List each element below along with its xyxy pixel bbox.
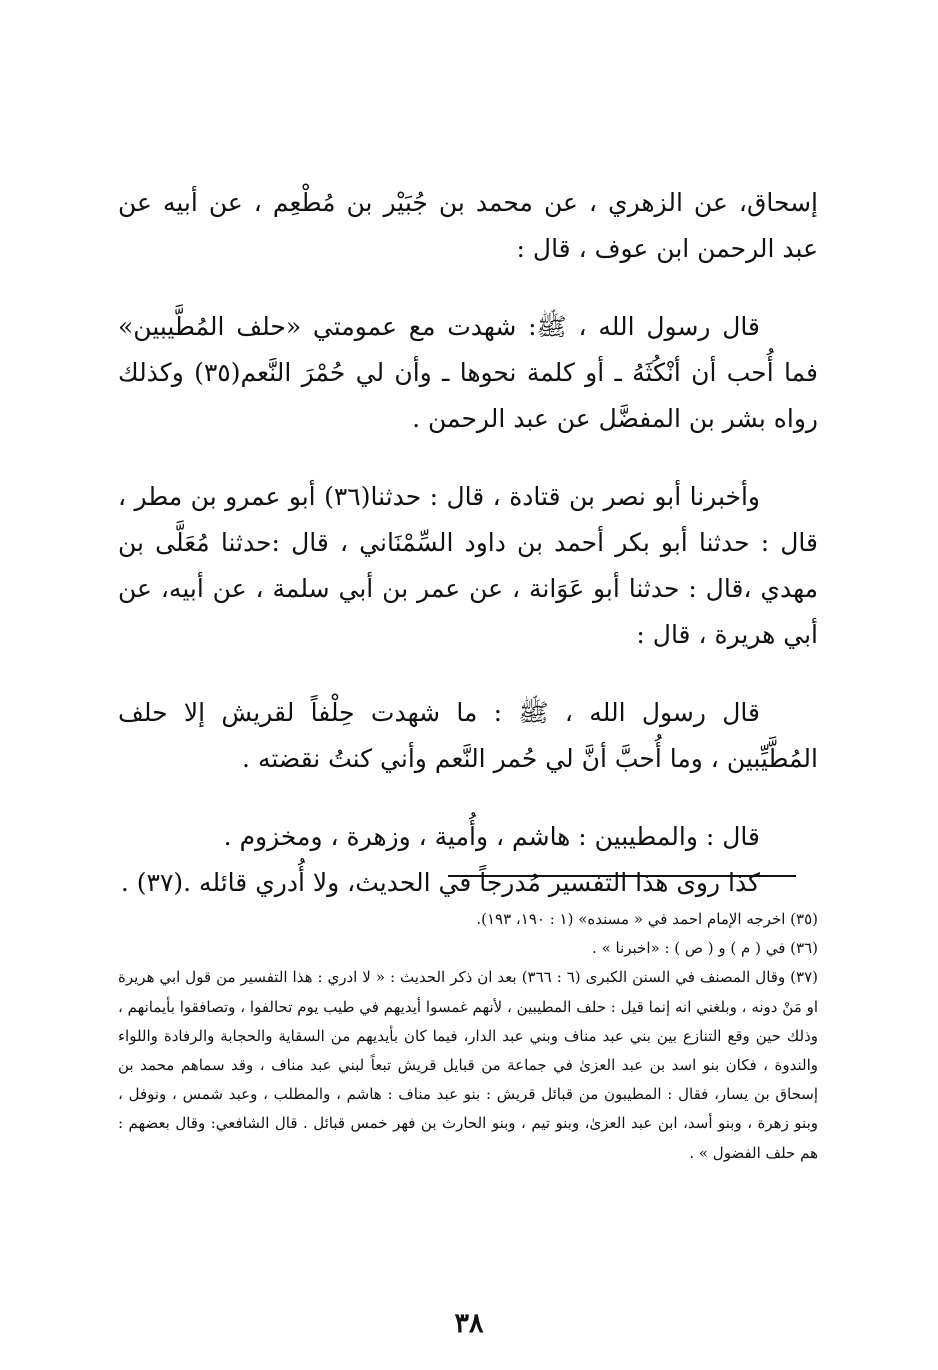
paragraph-isnad-2: وأخبرنا أبو نصر بن قتادة ، قال : حدثنا(٣٦) أبو عمرو بن مطر ، قال : حدثنا أبو بكر أحمد بن داود السِّمْنَاني ، قال :حدثنا مُعَلَّى بن مهدي ،قال : حدثنا أبو عَوَانة ، عن عمر بن أبي سلمة ، عن أبيه، عن أبي هريرة ، قال :: [118, 482, 818, 649]
main-text: [118, 180, 818, 906]
footnote-37: (٣٧) وقال المصنف في السنن الكبرى (٦ : ٣٦٦) بعد ان ذكر الحديث : « لا ادري : هذا التفسير من قول ابي هريرة او مَنْ دونه ، وبلغني انه إنما قيل : حلف المطيبين ، لأنهم غمسوا أيديهم في طيب يوم تحالفوا ، وتصافقوا بأيمانهم ، وذلك حين وقع التنازع بين بني عبد مناف وبني عبد الدار، فيما كان بأيديهم من السقاية والحجابة والرفادة واللواء والندوة ، فكان بنو اسد بن عبد العزىٰ في جماعة من قبايل قريش تبعاً لبني عبد مناف ، وقد سماهم محمد بن إسحاق بن يسار، فقال : المطيبون من قبائل قريش : بنو عبد مناف : هاشم ، والمطلب ، وعبد شمس ، ونوفل ، وبنو زهرة ، وبنو أسد، ابن عبد العزىٰ، وبنو تيم ، وبنو الحارث بن فهر خمس قبائل . قال الشافعي: وقال بعضهم : هم حلف الفضول » .: [118, 968, 819, 1162]
closing-line-1: قال : والمطيبين : هاشم ، وأُمية ، وزهرة ، ومخزوم .: [223, 822, 760, 851]
footnote-35: (٣٥) اخرجه الإمام احمد في « مسنده» (١ : ١٩٠، ١٩٣).: [476, 910, 818, 928]
footnote-36: (٣٦) في ( م ) و ( ص ) : «اخبرنا » .: [592, 939, 818, 958]
footnotes: [118, 905, 818, 1168]
footnote-separator: [448, 875, 796, 877]
page-number: ٣٨: [454, 1308, 484, 1339]
paragraph-isnad-opening: إسحاق، عن الزهري ، عن محمد بن جُبَيْر بن مُطْعِم ، عن أبيه عن عبد الرحمن ابن عوف ، قال :: [118, 188, 818, 263]
paragraph-hadith-2: قال رسول الله ، ﷺ : ما شهدت حِلْفاً لقريش إلا حلف المُطَّيِّبين ، وما أُحبَّ أنَّ لي حُمر النَّعم وأني كنتُ نقضته .: [118, 698, 818, 773]
closing-line-2: كذا روى هذا التفسير مُدرجاً في الحديث، ولا أُدري قائله .(٣٧) .: [120, 868, 760, 897]
paragraph-hadith-1: قال رسول الله ، ﷺ: شهدت مع عمومتي «حلف المُطَّيبين» فما أُحب أن أنْكُثَهُ ـ أو كلمة نحوها ـ وأن لي حُمْرَ النَّعم(٣٥) وكذلك رواه بشر بن المفضَّل عن عبد الرحمن .: [118, 312, 819, 433]
